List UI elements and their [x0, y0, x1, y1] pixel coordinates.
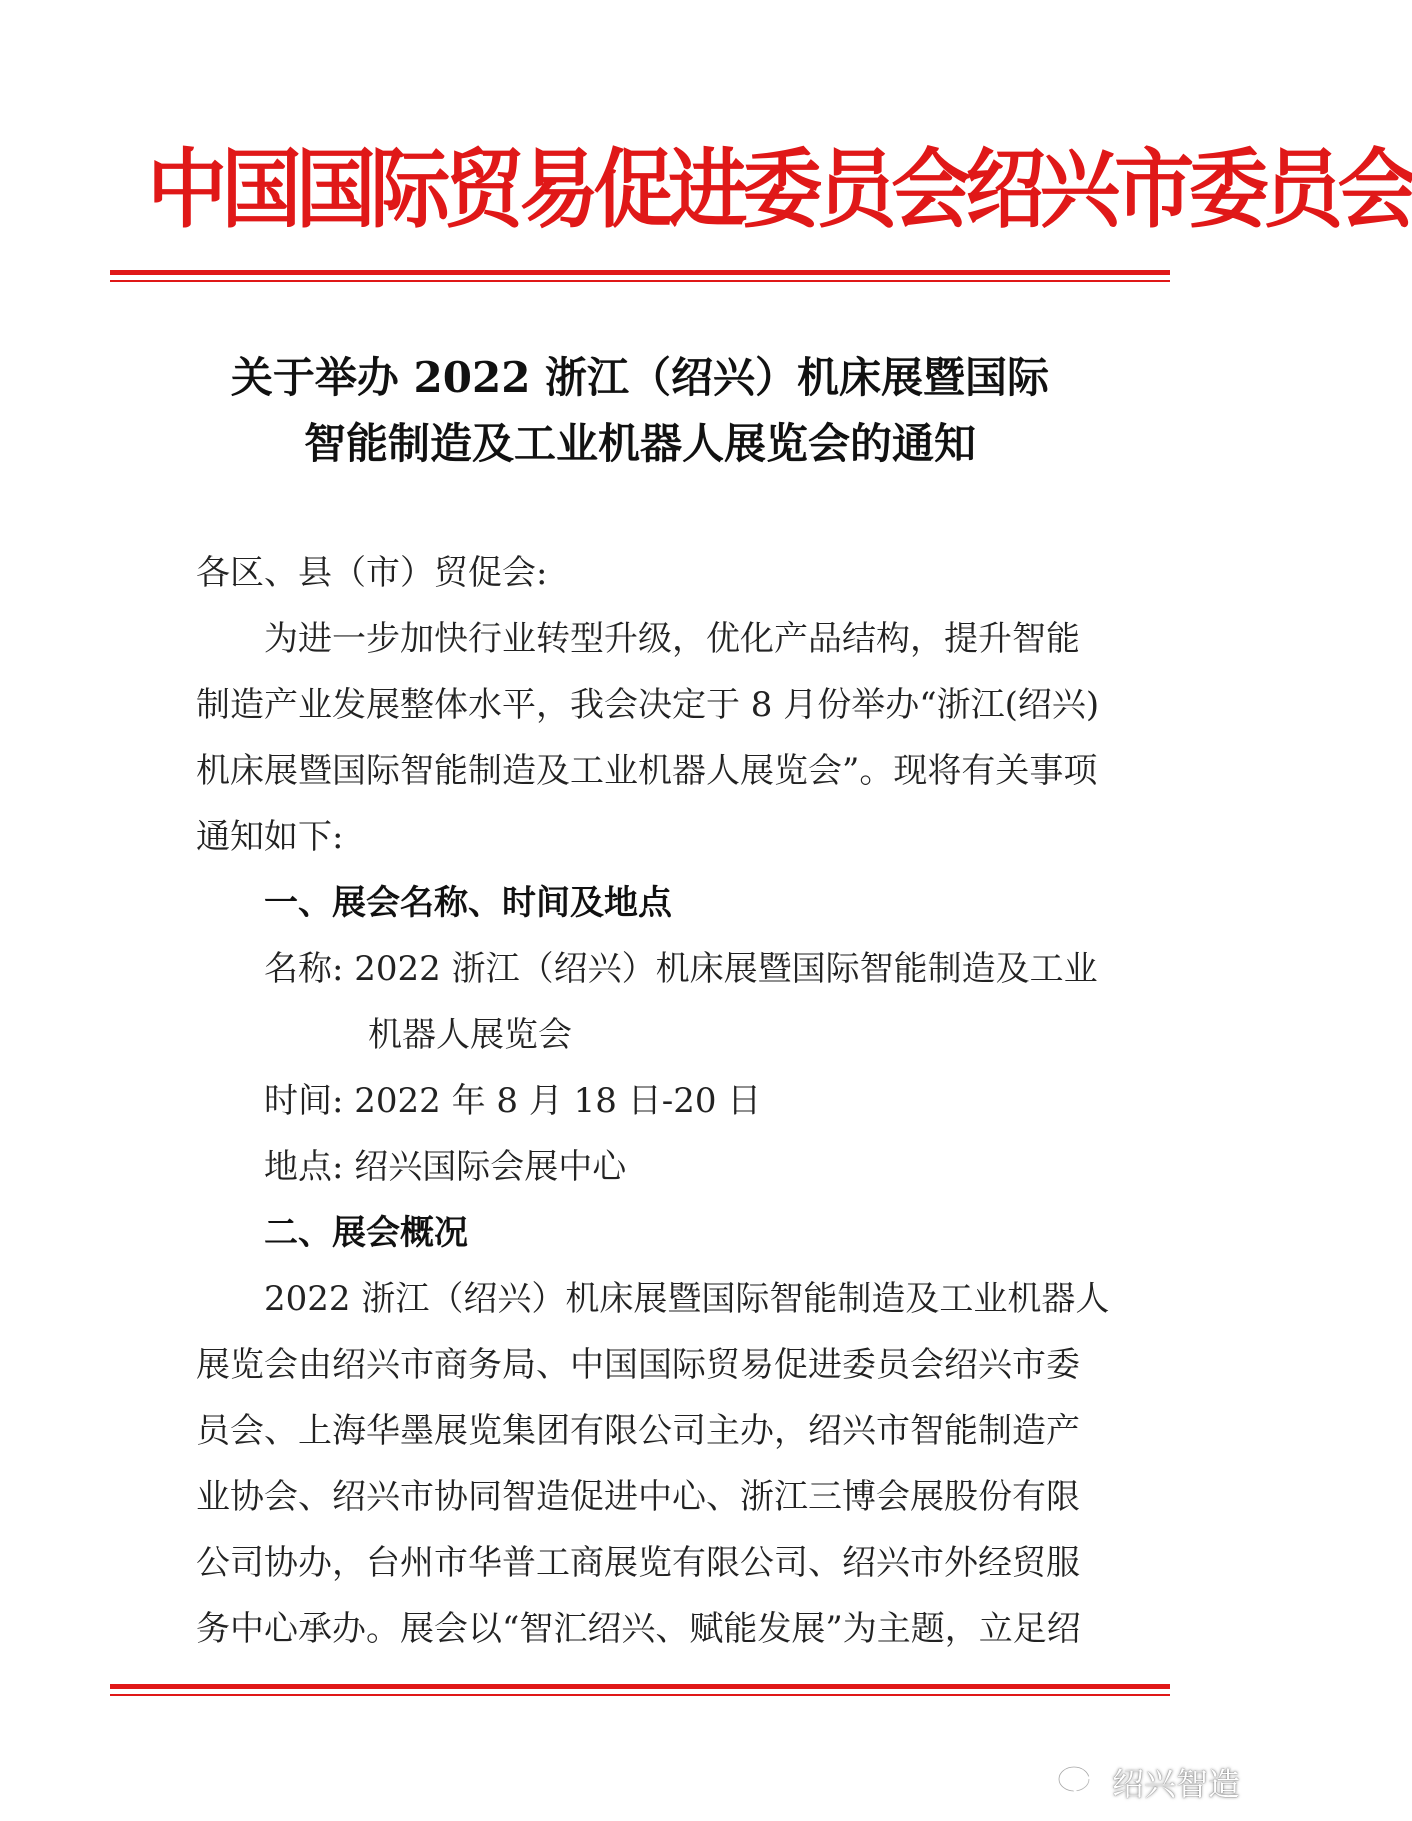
section-1-heading: 一、展会名称、时间及地点	[264, 883, 672, 923]
wechat-watermark	[1056, 1760, 1240, 1804]
overview-line: 员会、上海华墨展览集团有限公司主办，绍兴市智能制造产	[196, 1411, 1080, 1451]
watermark-label: 绍兴智造	[1111, 1765, 1240, 1803]
overview-line: 业协会、绍兴市协同智造促进中心、浙江三博会展股份有限	[196, 1477, 1080, 1517]
red-rule-thin	[110, 1694, 1170, 1696]
intro-line: 制造产业发展整体水平，我会决定于 8 月份举办“浙江(绍兴)	[196, 685, 1100, 725]
red-rule-thick	[110, 270, 1170, 275]
exhibition-time: 时间: 2022 年 8 月 18 日-20 日	[264, 1081, 762, 1121]
section-2-heading: 二、展会概况	[264, 1213, 468, 1253]
exhibition-name-line: 名称: 2022 浙江（绍兴）机床展暨国际智能制造及工业	[264, 949, 1098, 989]
intro-line: 通知如下:	[196, 817, 344, 857]
notice-title	[140, 345, 1140, 477]
overview-line: 公司协办，台州市华普工商展览有限公司、绍兴市外经贸服	[196, 1543, 1080, 1583]
footer-red-rule	[110, 1684, 1170, 1696]
exhibition-place: 地点: 绍兴国际会展中心	[264, 1147, 627, 1187]
overview-line: 2022 浙江（绍兴）机床展暨国际智能制造及工业机器人	[264, 1279, 1110, 1319]
red-rule-thick	[110, 1684, 1170, 1689]
title-line-2: 智能制造及工业机器人展览会的通知	[303, 419, 976, 468]
notice-body	[196, 540, 1116, 1662]
wechat-icon	[1056, 1762, 1102, 1802]
title-line-1: 关于举办 2022 浙江（绍兴）机床展暨国际	[230, 353, 1050, 402]
issuing-organization: 中国国际贸易促进委员会绍兴市委员会	[147, 140, 1412, 240]
overview-line: 展览会由绍兴市商务局、中国国际贸易促进委员会绍兴市委	[196, 1345, 1080, 1385]
salutation: 各区、县（市）贸促会:	[196, 553, 548, 593]
header-red-rule	[110, 270, 1170, 282]
red-rule-thin	[110, 280, 1170, 282]
intro-line: 机床展暨国际智能制造及工业机器人展览会”。现将有关事项	[196, 751, 1098, 791]
exhibition-name-continuation: 机器人展览会	[368, 1015, 572, 1055]
overview-line: 务中心承办。展会以“智汇绍兴、赋能发展”为主题，立足绍	[196, 1609, 1081, 1649]
intro-line: 为进一步加快行业转型升级，优化产品结构，提升智能	[264, 619, 1080, 659]
